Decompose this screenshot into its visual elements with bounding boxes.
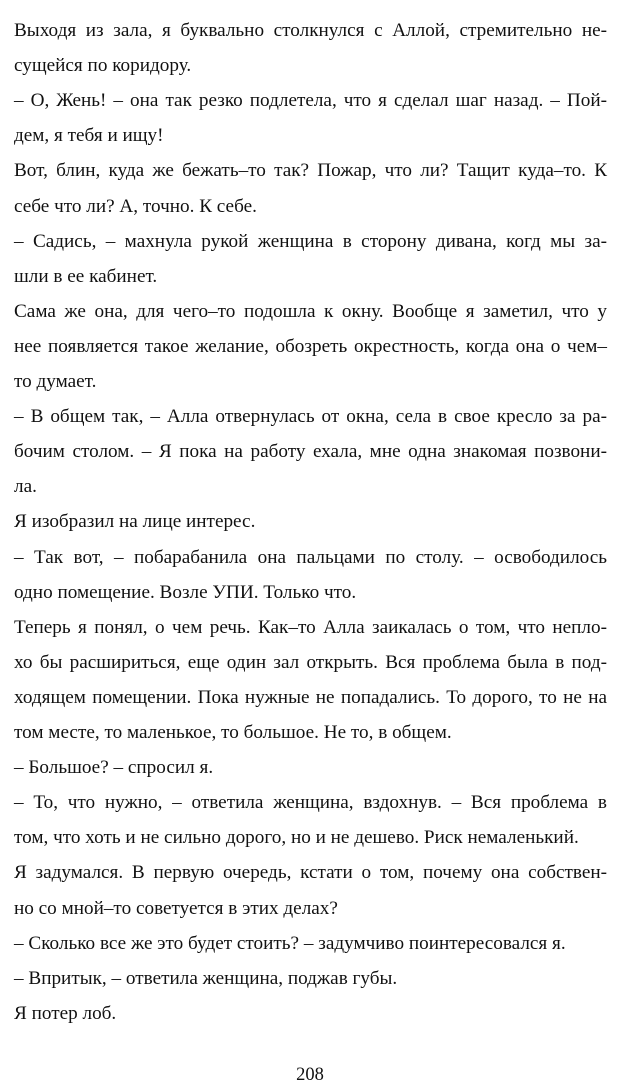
text-line: себе что ли? А, точно. К себе. xyxy=(14,195,257,217)
text-line: – Садись, – махнула рукой женщина в сторону дивана, когд мы за- xyxy=(14,230,607,252)
text-line: том месте, то маленькое, то большое. Не то, в общем. xyxy=(14,722,452,743)
text-line: ла. xyxy=(14,476,37,498)
book-page xyxy=(14,0,607,1090)
text-line: шли в ее кабинет. xyxy=(14,265,158,287)
text-line: нее появляется такое желание, обозреть окрестность, когда она о чем– xyxy=(14,335,607,357)
text-line: Выходя из зала, я буквально столкнулся с Аллой, стремительно не- xyxy=(14,20,607,41)
text-line: – Так вот, – побарабанила она пальцами по столу. – освободилось xyxy=(14,546,607,568)
text-line: Я изобразил на лице интерес. xyxy=(14,511,256,533)
text-line: ходящем помещении. Пока нужные не попадались. То дорого, то не на xyxy=(14,686,607,708)
text-line: сущейся по коридору. xyxy=(14,55,192,77)
text-line: дем, я тебя и ищу! xyxy=(14,125,164,147)
text-line: Сама же она, для чего–то подошла к окну. Вообще я заметил, что у xyxy=(14,300,607,322)
text-line: – Сколько все же это будет стоить? – задумчиво поинтересовался я. xyxy=(14,932,566,954)
text-line: то думает. xyxy=(14,371,97,392)
page-number: 208 xyxy=(296,1065,324,1085)
text-line: – О, Жень! – она так резко подлетела, что я сделал шаг назад. – Пой- xyxy=(14,90,607,112)
text-line: Вот, блин, куда же бежать–то так? Пожар, что ли? Тащит куда–то. К xyxy=(14,160,607,182)
text-line: Я задумался. В первую очередь, кстати о том, почему она собствен- xyxy=(14,862,607,884)
text-line: – То, что нужно, – ответила женщина, вздохнув. – Вся проблема в xyxy=(14,792,607,814)
text-line: но со мной–то советуется в этих делах? xyxy=(14,897,338,919)
text-line: – Большое? – спросил я. xyxy=(14,757,214,779)
text-line: – В общем так, – Алла отвернулась от окна, села в свое кресло за ра- xyxy=(14,406,607,428)
text-line: бочим столом. – Я пока на работу ехала, мне одна знакомая позвони- xyxy=(14,441,607,463)
text-line: Я потер лоб. xyxy=(14,1002,117,1024)
text-line: хо бы расшириться, еще один зал открыть. Вся проблема была в под- xyxy=(14,651,607,673)
text-line: том, что хоть и не сильно дорого, но и не дешево. Риск немаленький. xyxy=(14,827,579,849)
text-line: Теперь я понял, о чем речь. Как–то Алла заикалась о том, что непло- xyxy=(14,616,607,638)
text-line: одно помещение. Возле УПИ. Только что. xyxy=(14,581,357,603)
text-line: – Впритык, – ответила женщина, поджав губы. xyxy=(14,967,398,989)
